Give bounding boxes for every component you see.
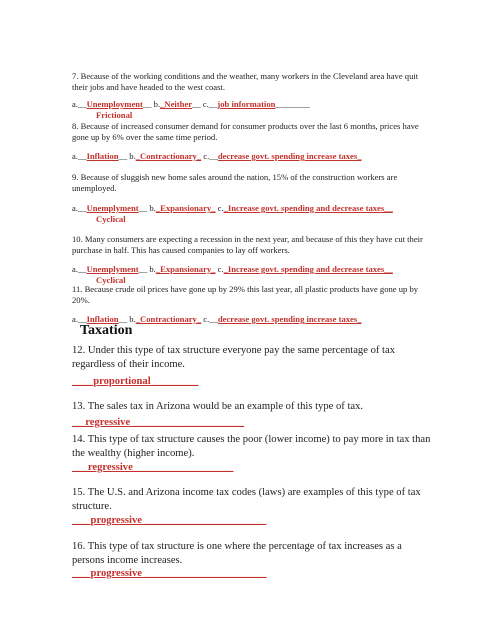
answer-b-prefix: __ b. [142,99,161,109]
answer-b: _Contractionary_ [135,151,202,161]
answer-b: _Neither [160,99,193,109]
answer-a: Unemplyment [86,264,139,274]
answer-a: Inflation [86,151,119,161]
question-text: 8. Because of increased consumer demand for consumer products over the last 6 months, prices have gone up by 6% over the same time period. [72,121,419,142]
answer-b-prefix: __ b. [138,264,156,274]
question-text: 12. Under this type of tax structure everyone pay the same percentage of tax regardless of their income. [72,345,395,370]
answer-b: _Expansionary_ [155,264,216,274]
answer-c: _Increase govt. spending and decrease taxes__ [223,203,393,213]
answer-b-prefix: __ b. [138,203,156,213]
answer: progressive _______________________ [90,515,267,526]
answer-c-prefix: c. [215,264,224,274]
answer-c-prefix: c.__ [201,314,218,324]
answer-c: job information [217,99,276,109]
answer-c-suffix: ________ [275,99,310,109]
answer-line-8 [72,151,432,162]
answer: progressive _______________________ [90,568,267,579]
question-15 [72,486,432,513]
answer-extra: Cyclical [96,275,126,285]
answer-a-prefix: a.__ [72,99,87,109]
answer-line-7 [72,99,432,121]
answer-prefix: __ [72,417,86,428]
answer-line-14 [72,461,432,475]
answer-line-16 [72,567,432,581]
question-text: 13. The sales tax in Arizona would be an example of this type of tax. [72,401,364,412]
question-13 [72,400,432,414]
question-14 [72,433,432,460]
question-text: 9. Because of sluggish new home sales around the nation, 15% of the construction workers are unemployed. [72,172,398,193]
answer-b: _Contractionary_ [135,314,202,324]
answer-extra: Frictional [96,110,133,120]
question-16 [72,540,432,567]
answer: ____proportional_________ [72,376,199,387]
answer-c-prefix: __ c.__ [192,99,218,109]
answer-a-prefix: a.__ [72,203,87,213]
question-12 [72,344,432,371]
answer-c: _Increase govt. spending and decrease taxes__ [223,264,393,274]
question-text: 7. Because of the working conditions and the weather, many workers in the Cleveland area have quit their jobs and have headed to the west coast. [72,71,419,92]
question-9 [72,172,432,194]
answer-a: Unemployment [86,99,143,109]
answer-b: _Expansionary_ [155,203,216,213]
answer-prefix: ___ [72,568,91,579]
answer-extra: Cyclical [96,214,126,224]
question-11 [72,284,432,306]
answer-b-prefix: __ b. [118,314,136,324]
question-text: 10. Many consumers are expecting a recession in the next year, and because of this they have cut their purchase in half. This has caused companies to lay off workers. [72,234,423,255]
question-text: 16. This type of tax structure is one where the percentage of tax increases as a persons income increases. [72,541,402,566]
answer: regressive _____________________ [85,417,245,428]
answer-a-prefix: a.__ [72,151,87,161]
answer-line-15 [72,514,432,528]
question-7 [72,71,432,93]
answer-a: Inflation [86,314,119,324]
answer-line-10 [72,264,432,286]
answer-line-12 [72,375,432,389]
question-10 [72,234,432,256]
answer-c: decrease govt. spending increase taxes_ [217,151,362,161]
section-heading: Taxation [80,323,133,338]
answer-a-prefix: a.__ [72,264,87,274]
answer-a: Unemplyment [86,203,139,213]
answer-line-13 [72,416,432,430]
question-text: 15. The U.S. and Arizona income tax codes (laws) are examples of this type of tax structure. [72,487,421,512]
answer-c: decrease govt. spending increase taxes_ [217,314,362,324]
answer-c-prefix: c. [215,203,224,213]
answer-a-prefix: a.__ [72,314,87,324]
question-8 [72,121,432,143]
answer: ___regressive___________________ [72,462,234,473]
answer-line-9 [72,203,432,225]
answer-prefix: ___ [72,515,91,526]
answer-c-prefix: c.__ [201,151,218,161]
answer-b-prefix: __ b. [118,151,136,161]
question-text: 14. This type of tax structure causes the poor (lower income) to pay more in tax than the wealthy (higher income). [72,434,431,459]
question-text: 11. Because crude oil prices have gone up by 29% this last year, all plastic products have gone up by 20%. [72,284,419,305]
